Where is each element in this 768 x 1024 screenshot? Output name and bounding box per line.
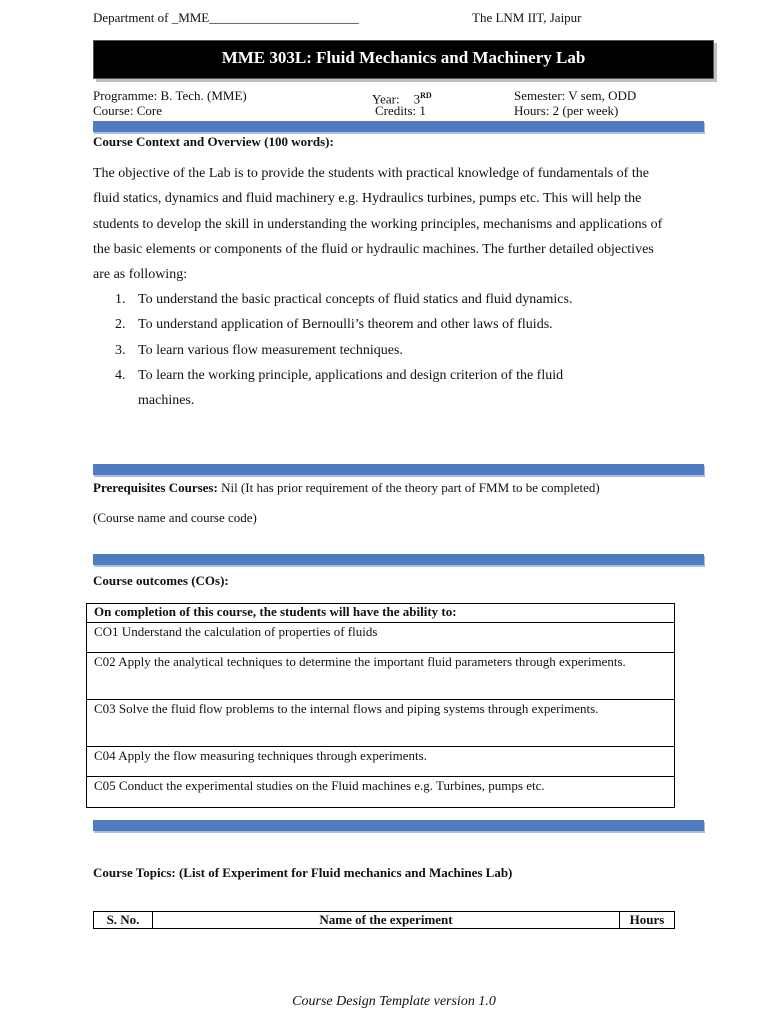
course-title: MME 303L: Fluid Mechanics and Machinery Lab: [221, 48, 586, 67]
section-divider-bar: [93, 554, 704, 565]
section-divider-bar: [93, 464, 704, 475]
objective-item: 1. To understand the basic practical concepts of fluid statics and fluid dynamics.: [115, 292, 573, 307]
year-value: 3: [413, 91, 421, 107]
course-title-banner: [93, 40, 714, 79]
prerequisites-note: (Course name and course code): [93, 510, 257, 525]
year-label: Year:: [372, 91, 400, 107]
overview-heading: Course Context and Overview (100 words):: [93, 134, 334, 149]
credits: Credits: 1: [375, 103, 426, 118]
outcome-row: C04 Apply the flow measuring techniques through experiments.: [87, 746, 675, 776]
footer-version: Course Design Template version 1.0: [292, 994, 496, 1009]
semester: Semester: V sem, ODD: [514, 88, 637, 103]
outcomes-table: [86, 603, 675, 808]
overview-paragraph: The objective of the Lab is to provide the students with practical knowledge of fundamentals of the fluid statics, dynamics and fluid machinery e.g. Hydraulics turbines, pumps etc. This will help the students to develop the skill in understanding the working principles, mechanisms and applications of the basic elements or components of the fluid or hydraulic machines. The further detailed objectives are as following:: [93, 166, 663, 283]
outcomes-table-header: On completion of this course, the students will have the ability to:: [87, 604, 675, 623]
outcome-row: CO1 Understand the calculation of properties of fluids: [87, 622, 675, 652]
objectives-list: [93, 287, 658, 413]
prerequisites-text: Nil (It has prior requirement of the theory part of FMM to be completed): [217, 480, 600, 495]
year-suffix: RD: [420, 91, 432, 100]
section-divider-bar: [93, 121, 704, 132]
institute-name: The LNM IIT, Jaipur: [472, 10, 582, 25]
outcome-row: C02 Apply the analytical techniques to determine the important fluid parameters through experiments.: [87, 652, 675, 699]
section-divider-bar: [93, 820, 704, 831]
prerequisites: [93, 480, 600, 496]
objective-item: 4. To learn the working principle, applications and design criterion of the fluid machines.: [115, 367, 564, 409]
outcome-row: C05 Conduct the experimental studies on the Fluid machines e.g. Turbines, pumps etc.: [87, 776, 675, 807]
objective-item: 3. To learn various flow measurement techniques.: [115, 342, 403, 358]
column-header-experiment: Name of the experiment: [153, 912, 620, 929]
objective-item: 2. To understand application of Bernoulli’s theorem and other laws of fluids.: [115, 317, 553, 333]
column-header-hours: Hours: [620, 912, 675, 929]
programme: Programme: B. Tech. (MME): [93, 88, 247, 103]
department-label: Department of _MME_______________________: [93, 10, 359, 25]
course-type: Course: Core: [93, 103, 162, 118]
prerequisites-label: Prerequisites Courses:: [93, 480, 218, 495]
column-header-sno: S. No.: [94, 912, 153, 929]
hours: Hours: 2 (per week): [514, 103, 619, 118]
outcome-row: C03 Solve the fluid flow problems to the internal flows and piping systems through experiments.: [87, 699, 675, 746]
outcomes-heading: Course outcomes (COs):: [93, 573, 229, 588]
topics-heading: Course Topics: (List of Experiment for Fluid mechanics and Machines Lab): [93, 865, 513, 880]
experiments-table: [93, 911, 675, 929]
